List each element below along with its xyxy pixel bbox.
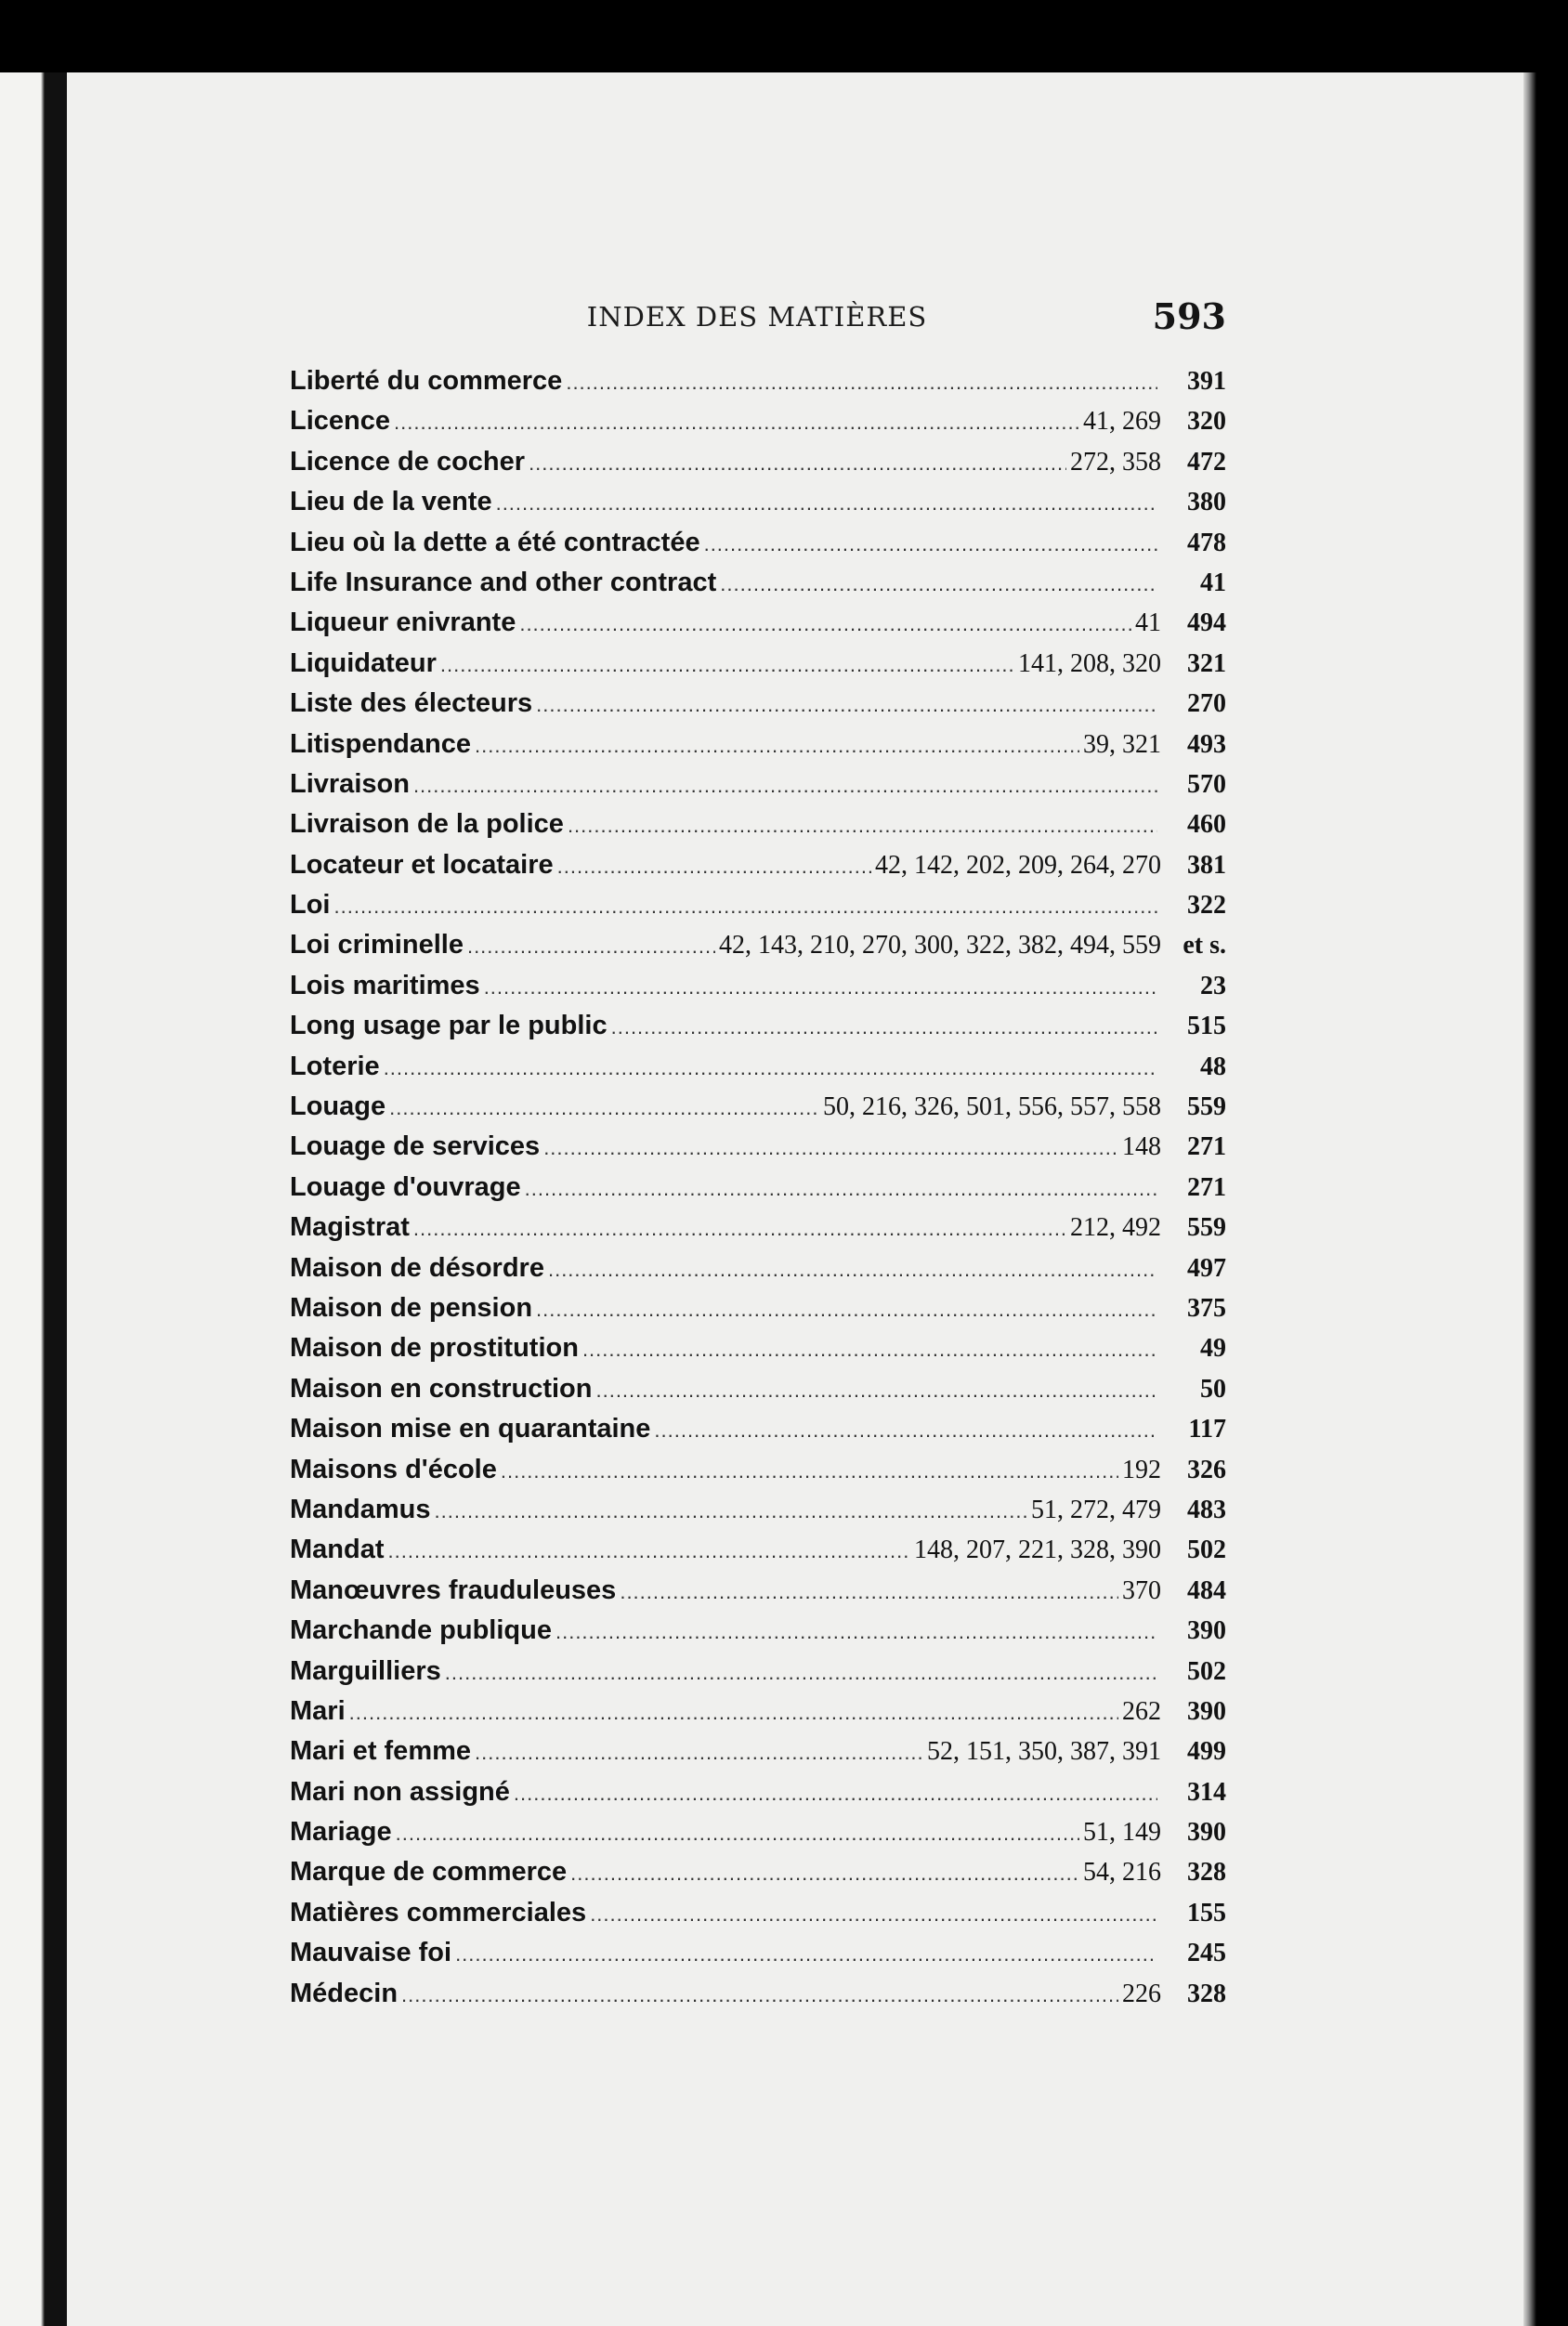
leader-dots xyxy=(557,855,871,879)
entry-page: 314 xyxy=(1187,1777,1226,1807)
leader-dots xyxy=(570,1862,1079,1886)
entry-references: 51, 272, 479 xyxy=(1031,1495,1161,1524)
leader-dots xyxy=(413,774,1157,798)
entry-term: Livraison de la police xyxy=(290,809,564,840)
index-entry xyxy=(290,1052,1226,1091)
leader-dots xyxy=(467,934,715,959)
index-entry xyxy=(290,729,1226,769)
index-entry xyxy=(290,930,1226,970)
leader-dots xyxy=(484,975,1157,1000)
index-entry xyxy=(290,850,1226,890)
entry-term: Loterie xyxy=(290,1051,380,1081)
index-entry xyxy=(290,648,1226,688)
leader-dots xyxy=(566,371,1157,395)
entry-page: et s. xyxy=(1183,931,1226,960)
entry-page: 322 xyxy=(1187,891,1226,921)
entry-page: 328 xyxy=(1187,1858,1226,1888)
leader-dots xyxy=(595,1379,1157,1403)
entry-term: Mauvaise foi xyxy=(290,1938,452,1968)
index-entry xyxy=(290,1575,1226,1615)
index-entry xyxy=(290,688,1226,728)
entry-term: Loi criminelle xyxy=(290,930,464,960)
entry-page: 390 xyxy=(1187,1696,1226,1726)
leader-dots xyxy=(396,1822,1079,1846)
entry-page: 559 xyxy=(1187,1213,1226,1243)
leader-dots xyxy=(475,1741,923,1765)
index-entry xyxy=(290,528,1226,568)
index-entry xyxy=(290,608,1226,647)
leader-dots xyxy=(720,572,1157,596)
index-entries xyxy=(290,366,1226,2019)
entry-term: Liberté du commerce xyxy=(290,366,563,396)
entry-term: Liste des électeurs xyxy=(290,688,533,719)
entry-page: 375 xyxy=(1187,1293,1226,1323)
entry-page: 23 xyxy=(1200,971,1226,1000)
leader-dots xyxy=(455,1942,1157,1967)
leader-dots xyxy=(413,1217,1066,1241)
entry-references: 39, 321 xyxy=(1083,729,1161,759)
entry-term: Louage xyxy=(290,1091,386,1122)
index-entry xyxy=(290,1333,1226,1373)
entry-page: 380 xyxy=(1187,488,1226,517)
index-entry xyxy=(290,1938,1226,1978)
entry-page: 50 xyxy=(1200,1374,1226,1404)
leader-dots xyxy=(389,1096,819,1120)
entry-page: 559 xyxy=(1187,1092,1226,1122)
leader-dots xyxy=(555,1620,1157,1644)
entry-page: 483 xyxy=(1187,1495,1226,1524)
entry-references: 42, 143, 210, 270, 300, 322, 382, 494, 559 xyxy=(719,931,1161,960)
entry-term: Lois maritimes xyxy=(290,970,480,1000)
entry-page: 499 xyxy=(1187,1737,1226,1767)
index-entry xyxy=(290,1172,1226,1212)
entry-term: Mari xyxy=(290,1695,346,1726)
entry-references: 54, 216 xyxy=(1083,1858,1161,1888)
entry-page: 48 xyxy=(1200,1052,1226,1081)
index-entry xyxy=(290,1374,1226,1414)
entry-term: Magistrat xyxy=(290,1212,410,1243)
entry-term: Lieu où la dette a été contractée xyxy=(290,527,700,557)
entry-references: 41, 269 xyxy=(1083,407,1161,437)
entry-term: Locateur et locataire xyxy=(290,849,554,880)
leader-dots xyxy=(548,1258,1157,1282)
entry-term: Mari et femme xyxy=(290,1736,472,1767)
entry-page: 391 xyxy=(1187,367,1226,396)
leader-dots xyxy=(536,1298,1157,1322)
scan-border-right xyxy=(1523,72,1568,2326)
index-entry xyxy=(290,1414,1226,1454)
leader-dots xyxy=(519,612,1131,636)
index-entry xyxy=(290,1898,1226,1938)
entry-page: 390 xyxy=(1187,1616,1226,1646)
entry-page: 321 xyxy=(1187,648,1226,678)
entry-references: 226 xyxy=(1122,1979,1161,2008)
leader-dots xyxy=(582,1338,1157,1362)
index-entry xyxy=(290,1091,1226,1131)
index-entry xyxy=(290,1495,1226,1535)
leader-dots xyxy=(620,1580,1118,1604)
entry-page: 117 xyxy=(1188,1415,1226,1444)
entry-term: Licence de cocher xyxy=(290,446,526,477)
entry-term: Maison de désordre xyxy=(290,1252,544,1283)
leader-dots xyxy=(529,451,1066,476)
entry-page: 271 xyxy=(1187,1132,1226,1162)
page-number: 593 xyxy=(1152,295,1226,337)
entry-references: 141, 208, 320 xyxy=(1018,648,1161,678)
entry-page: 41 xyxy=(1200,568,1226,597)
entry-page: 381 xyxy=(1187,850,1226,880)
entry-references: 192 xyxy=(1122,1455,1161,1484)
page-header xyxy=(288,295,1226,336)
entry-term: Médecin xyxy=(290,1978,399,2008)
entry-term: Licence xyxy=(290,406,390,437)
index-entry xyxy=(290,1131,1226,1171)
entry-references: 148 xyxy=(1122,1132,1161,1162)
index-entry xyxy=(290,1212,1226,1252)
leader-dots xyxy=(496,491,1157,516)
leader-dots xyxy=(525,1177,1157,1201)
index-entry xyxy=(290,447,1226,487)
leader-dots xyxy=(384,1056,1157,1080)
entry-term: Marguilliers xyxy=(290,1655,441,1686)
entry-page: 245 xyxy=(1187,1939,1226,1968)
entry-page: 570 xyxy=(1187,769,1226,799)
scan-border-top xyxy=(0,0,1568,72)
index-entry xyxy=(290,1857,1226,1897)
entry-term: Lieu de la vente xyxy=(290,487,492,517)
entry-term: Liquidateur xyxy=(290,647,437,678)
index-entry xyxy=(290,366,1226,406)
index-entry xyxy=(290,971,1226,1011)
entry-page: 460 xyxy=(1187,810,1226,840)
page-gutter xyxy=(0,72,67,2326)
entry-references: 212, 492 xyxy=(1070,1213,1161,1243)
entry-page: 155 xyxy=(1187,1898,1226,1927)
index-entry xyxy=(290,568,1226,608)
entry-term: Mariage xyxy=(290,1817,392,1848)
entry-references: 272, 358 xyxy=(1070,447,1161,477)
entry-term: Life Insurance and other contract xyxy=(290,567,717,597)
leader-dots xyxy=(401,1983,1118,2007)
entry-page: 390 xyxy=(1187,1818,1226,1848)
leader-dots xyxy=(568,814,1157,838)
entry-term: Maison de pension xyxy=(290,1292,533,1323)
entry-references: 42, 142, 202, 209, 264, 270 xyxy=(875,850,1161,880)
entry-term: Marchande publique xyxy=(290,1615,552,1646)
index-entry xyxy=(290,1777,1226,1817)
leader-dots xyxy=(536,693,1157,717)
entry-term: Louage d'ouvrage xyxy=(290,1171,521,1202)
leader-dots xyxy=(475,734,1079,758)
leader-dots xyxy=(394,411,1079,435)
entry-page: 320 xyxy=(1187,407,1226,437)
entry-term: Long usage par le public xyxy=(290,1011,608,1041)
leader-dots xyxy=(349,1701,1118,1725)
entry-page: 270 xyxy=(1187,689,1226,719)
leader-dots xyxy=(501,1459,1118,1483)
leader-dots xyxy=(388,1539,911,1563)
leader-dots xyxy=(590,1902,1157,1927)
leader-dots xyxy=(611,1015,1157,1039)
index-entry xyxy=(290,1455,1226,1495)
index-entry xyxy=(290,487,1226,527)
entry-term: Loi xyxy=(290,890,331,921)
leader-dots xyxy=(543,1136,1118,1160)
entry-term: Maisons d'école xyxy=(290,1454,497,1484)
leader-dots xyxy=(654,1418,1157,1443)
entry-references: 52, 151, 350, 387, 391 xyxy=(927,1737,1161,1767)
index-entry xyxy=(290,769,1226,809)
entry-page: 271 xyxy=(1187,1172,1226,1202)
leader-dots xyxy=(440,653,1014,677)
entry-term: Liqueur enivrante xyxy=(290,608,516,638)
entry-term: Mandamus xyxy=(290,1494,431,1524)
leader-dots xyxy=(514,1782,1157,1806)
entry-term: Livraison xyxy=(290,768,410,799)
entry-term: Maison en construction xyxy=(290,1373,593,1404)
entry-term: Louage de services xyxy=(290,1131,541,1162)
entry-page: 502 xyxy=(1187,1656,1226,1686)
leader-dots xyxy=(434,1499,1027,1523)
entry-page: 515 xyxy=(1187,1012,1226,1041)
index-entry xyxy=(290,890,1226,930)
entry-references: 370 xyxy=(1122,1575,1161,1605)
entry-page: 494 xyxy=(1187,608,1226,638)
entry-page: 326 xyxy=(1187,1455,1226,1484)
entry-page: 497 xyxy=(1187,1253,1226,1283)
index-entry xyxy=(290,1535,1226,1575)
entry-references: 50, 216, 326, 501, 556, 557, 558 xyxy=(823,1092,1161,1122)
leader-dots xyxy=(334,895,1158,919)
entry-term: Marque de commerce xyxy=(290,1857,568,1888)
index-entry xyxy=(290,406,1226,446)
index-entry xyxy=(290,1817,1226,1857)
entry-page: 502 xyxy=(1187,1535,1226,1565)
index-entry xyxy=(290,1656,1226,1696)
entry-page: 484 xyxy=(1187,1575,1226,1605)
index-entry xyxy=(290,1253,1226,1293)
entry-term: Litispendance xyxy=(290,728,471,759)
index-entry xyxy=(290,1615,1226,1655)
index-entry xyxy=(290,1736,1226,1776)
entry-references: 262 xyxy=(1122,1696,1161,1726)
entry-term: Maison mise en quarantaine xyxy=(290,1414,651,1444)
entry-references: 148, 207, 221, 328, 390 xyxy=(914,1535,1161,1565)
leader-dots xyxy=(445,1661,1157,1685)
entry-term: Maison de prostitution xyxy=(290,1333,579,1364)
index-entry xyxy=(290,1979,1226,2019)
index-entry xyxy=(290,809,1226,849)
entry-page: 493 xyxy=(1187,729,1226,759)
entry-term: Mandat xyxy=(290,1535,385,1565)
index-entry xyxy=(290,1011,1226,1051)
entry-term: Mari non assigné xyxy=(290,1776,510,1807)
entry-page: 472 xyxy=(1187,447,1226,477)
entry-page: 49 xyxy=(1200,1334,1226,1364)
index-entry xyxy=(290,1293,1226,1333)
entry-page: 478 xyxy=(1187,528,1226,557)
index-entry xyxy=(290,1696,1226,1736)
running-title: INDEX DES MATIÈRES xyxy=(586,301,928,333)
entry-term: Matières commerciales xyxy=(290,1897,587,1927)
entry-term: Manœuvres frauduleuses xyxy=(290,1575,617,1605)
entry-references: 41 xyxy=(1135,608,1161,638)
entry-references: 51, 149 xyxy=(1083,1818,1161,1848)
leader-dots xyxy=(704,532,1157,556)
entry-page: 328 xyxy=(1187,1979,1226,2008)
